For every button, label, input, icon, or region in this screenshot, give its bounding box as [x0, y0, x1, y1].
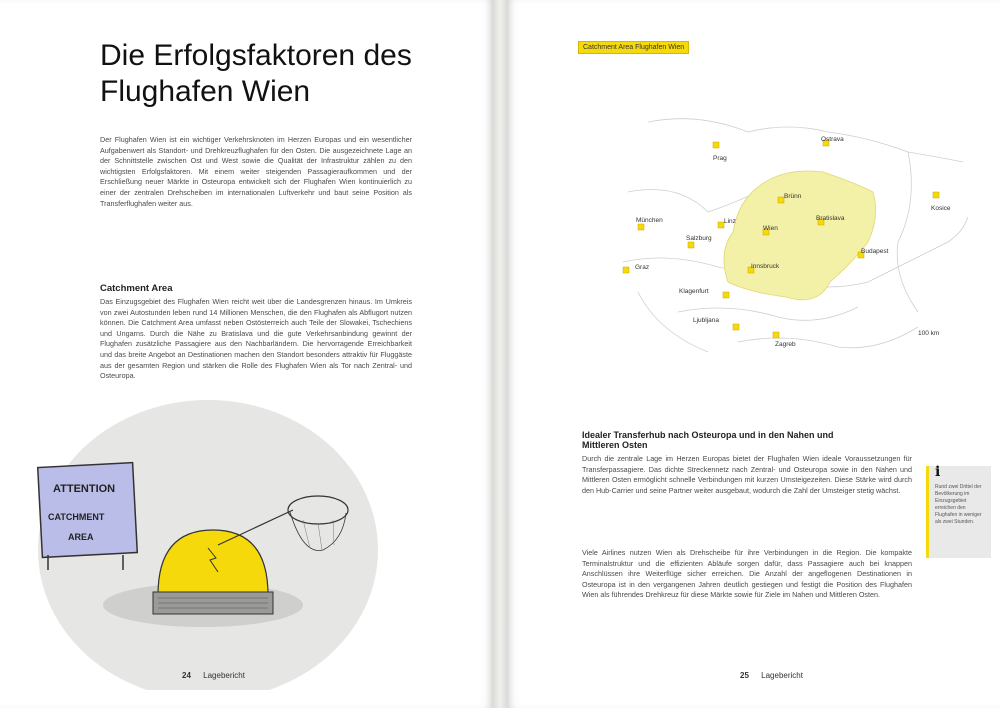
sign-line-3: AREA — [68, 532, 94, 542]
city-marker — [638, 224, 644, 230]
city-label: Klagenfurt — [679, 288, 709, 295]
city-label: Bratislava — [816, 215, 845, 222]
sign-line-2: CATCHMENT — [48, 512, 105, 522]
city-label: Prag — [713, 155, 727, 162]
map-label: Catchment Area Flughafen Wien — [578, 41, 689, 54]
page-title: Die Erfolgsfaktoren des Flughafen Wien — [100, 39, 412, 108]
city-label: Brünn — [784, 193, 802, 200]
city-label: München — [636, 217, 663, 224]
intro-paragraph: Der Flughafen Wien ist ein wichtiger Verkehrsknoten im Herzen Europas und ein wesentlicher Aufgabenwert als Standort- und Drehkreuzflughafen für den Osten. Die ausgezeichnete Lage an der Schnittstelle zwischen Ost und West sowie die Qualität der Infrastruktur zählen zu den wichtigsten Erfolgsfaktoren. Mit einem weiter steigenden Passagieraufkommen und der Erschließung neuer Märkte in Osteuropa entwickelt sich der Flughafen Wien kontinuierlich zu einer der zentralen Drehscheiben im internationalen Luftverkehr und baut seine Position als Transferflughafen weiter aus. — [100, 135, 412, 208]
city-label: Graz — [635, 264, 650, 271]
city-label: Kosice — [931, 205, 951, 212]
catchment-paragraph: Das Einzugsgebiet des Flughafen Wien reicht weit über die Landesgrenzen hinaus. Im Umkreis von zwei Autostunden leben rund 14 Millionen Menschen, die den Flughafen als Abflugort nutzen können. Die Catchment Area umfasst neben Ostösterreich auch Teile der Slowakei, Tschechiens und Ungarns. Durch die Nähe zu Bratislava und die gute Verkehrsanbindung gewinnt der Flughafen zusätzliche Passagiere aus den Nachbarländern. Die hervorragende Erreichbarkeit und das breite Angebot an Destinationen machen den Standort besonders attraktiv für Fluggäste aus der gesamten Region und stärken die Rolle des Flughafen Wien als Tor nach Zentral- und Osteuropa. — [100, 297, 412, 381]
city-label: Salzburg — [686, 235, 712, 242]
catchment-illustration — [18, 380, 378, 690]
city-label: Budapest — [861, 248, 889, 255]
catchment-map — [618, 92, 968, 372]
book-gutter — [492, 0, 508, 708]
city-label: Zagreb — [775, 341, 796, 348]
city-label: Ljubljana — [693, 317, 720, 324]
section-name: Lagebericht — [203, 671, 245, 680]
city-marker — [933, 192, 939, 198]
sidebar-text: Rund zwei Drittel der Bevölkerung im Einzugsgebiet erreichen den Flughafen in weniger als zwei Stunden. — [935, 484, 982, 525]
transfer-paragraph-1: Durch die zentrale Lage im Herzen Europas bietet der Flughafen Wien ideale Voraussetzungen für Transferpassagiere. Das dichte Streckennetz nach Zentral- und Osteuropa sowie in den Nahen und Mittleren Osten ermöglicht schnelle Verbindungen mit kurzen Umsteigezeiten. Diese Stärke wird durch den Hub-Carrier und seine Partner weiter ausgebaut, wodurch die Zahl der Umsteiger stetig wächst. — [582, 454, 912, 495]
right-page — [508, 0, 1000, 708]
map-scale-label: 100 km — [918, 330, 940, 337]
city-marker — [723, 292, 729, 298]
section-name: Lagebericht — [761, 671, 803, 680]
sign-line-1: ATTENTION — [53, 483, 116, 495]
left-page — [0, 0, 492, 708]
attention-sign — [38, 463, 138, 570]
city-marker — [713, 142, 719, 148]
info-sidebar — [926, 466, 991, 558]
city-label: Linz — [724, 218, 736, 225]
catchment-area-heading: Catchment Area — [100, 283, 173, 294]
city-marker — [773, 332, 779, 338]
transfer-hub-heading: Idealer Transferhub nach Osteuropa und in den Nahen und Mittleren Osten — [582, 430, 834, 450]
info-icon: i — [935, 464, 941, 480]
catchment-area-shape — [724, 171, 876, 300]
city-marker — [733, 324, 739, 330]
city-marker — [623, 267, 629, 273]
city-marker — [688, 242, 694, 248]
transfer-paragraph-2: Viele Airlines nutzen Wien als Drehscheibe für ihre Verbindungen in die Region. Die kompakte Terminalstruktur und die effizienten Abläufe sorgen dafür, dass Passagiere auch bei knappen Anschlüssen ihre Weiterflüge sicher erreichen. Die Anzahl der angeflogenen Destinationen in Osteuropa ist in den vergangenen Jahren deutlich gestiegen und festigt die Position des Flughafen Wien als führendes Drehkreuz für diese Märkte sowie für Ziele im Nahen und Mittleren Osten. — [582, 548, 912, 600]
page-number: 25 — [740, 671, 749, 680]
city-label: Innsbruck — [751, 263, 780, 270]
folio-right — [740, 671, 803, 680]
folio-left — [182, 671, 245, 680]
city-label: Wien — [763, 225, 778, 232]
page-number: 24 — [182, 671, 191, 680]
city-label: Ostrava — [821, 136, 844, 143]
